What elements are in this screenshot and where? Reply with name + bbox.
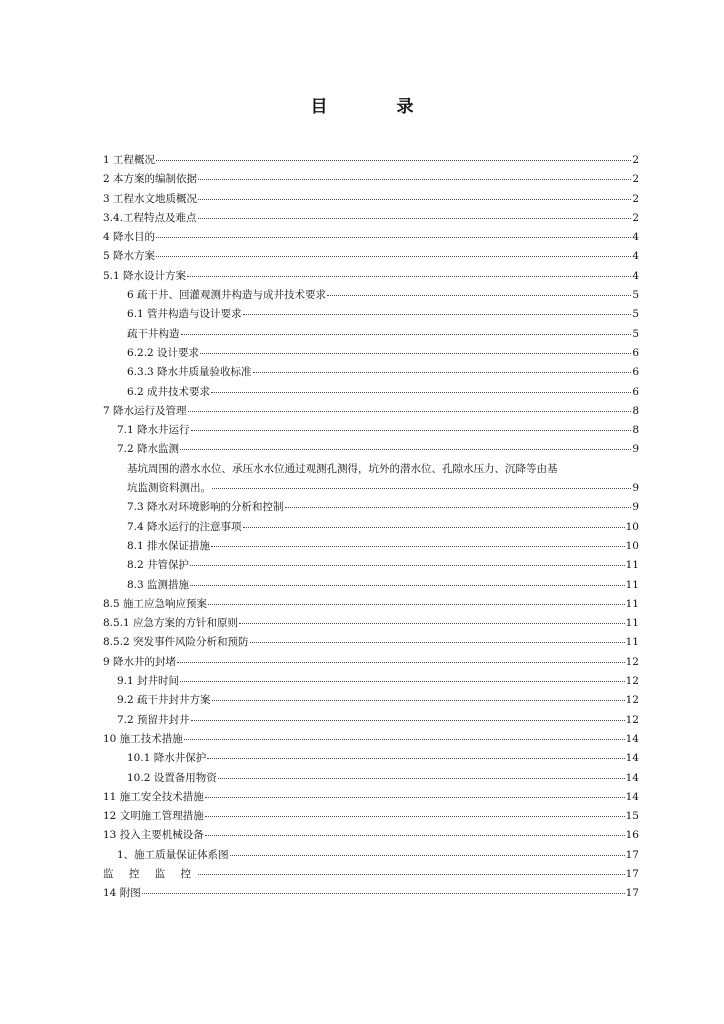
toc-entry-page: 11 [625, 617, 639, 630]
toc-entry-page: 4 [632, 231, 639, 244]
toc-entry[interactable] [103, 286, 639, 305]
toc-entry-page: 11 [625, 636, 639, 649]
toc-entry[interactable] [103, 190, 639, 209]
toc-leader [142, 883, 625, 894]
toc-entry-label: 14 附图 [103, 887, 141, 900]
toc-entry-page: 12 [625, 694, 639, 707]
toc-entry-label: 8.5.1 应急方案的方针和原则 [103, 617, 239, 630]
toc-entry[interactable] [103, 344, 639, 363]
toc-entry[interactable] [103, 595, 639, 614]
toc-leader [190, 575, 625, 586]
toc-leader [180, 671, 625, 682]
toc-entry-page: 5 [632, 289, 639, 302]
toc-leader [211, 536, 625, 547]
toc-entry-label: 12 文明施工管理措施 [103, 810, 204, 823]
toc-entry[interactable] [103, 711, 639, 730]
toc-leader [212, 690, 625, 701]
toc-leader [156, 246, 631, 257]
toc-leader [181, 324, 632, 335]
toc-entry[interactable] [103, 614, 639, 633]
document-title: 目 录 [310, 97, 440, 117]
toc-entry-label: 8.5 施工应急响应预案 [103, 597, 208, 610]
toc-entry-page: 9 [632, 443, 639, 456]
toc-leader [184, 729, 625, 740]
toc-entry-label: 6.3.3 降水井质量验收标准 [127, 366, 252, 379]
toc-entry-page: 6 [632, 366, 639, 379]
toc-leader [190, 555, 625, 566]
toc-entry[interactable] [103, 788, 639, 807]
toc-leader [243, 304, 632, 315]
toc-entry[interactable] [103, 691, 639, 710]
toc-entry-page: 16 [625, 829, 639, 842]
toc-leader [156, 150, 631, 161]
toc-entry-page: 5 [632, 327, 639, 340]
toc-entry-page: 11 [625, 597, 639, 610]
toc-entry[interactable] [103, 556, 639, 575]
toc-entry[interactable] [103, 479, 639, 498]
toc-entry-page: 12 [625, 675, 639, 688]
toc-leader [198, 208, 632, 219]
toc-entry-label: 7.4 降水运行的注意事项 [127, 520, 242, 533]
toc-leader [200, 343, 631, 354]
toc-leader [230, 845, 625, 856]
toc-entry[interactable] [103, 383, 639, 402]
toc-entry[interactable] [103, 826, 639, 845]
toc-leader [205, 825, 625, 836]
toc-entry-page: 17 [625, 867, 639, 880]
toc-entry[interactable] [103, 402, 639, 421]
toc-leader [250, 632, 625, 643]
toc-entry-page: 2 [632, 154, 639, 166]
toc-entry-page: 12 [625, 655, 639, 668]
toc-entry-label: 10 施工技术措施 [103, 732, 183, 745]
toc-entry-label: 5 降水方案 [103, 250, 156, 263]
toc-leader [156, 227, 631, 238]
toc-entry[interactable] [103, 247, 639, 266]
toc-entry[interactable] [103, 884, 639, 903]
toc-entry-page: 10 [625, 520, 639, 533]
toc-entry[interactable] [103, 363, 639, 382]
toc-entry-label: 8.1 排水保证措施 [127, 539, 211, 552]
toc-leader [198, 189, 631, 200]
toc-entry-label: 9.2 疏干井封井方案 [117, 694, 211, 707]
toc-entry[interactable] [103, 228, 639, 247]
toc-leader [191, 710, 625, 721]
toc-entry-page: 14 [625, 732, 639, 745]
toc-entry[interactable] [103, 209, 639, 228]
toc-leader [205, 787, 625, 798]
toc-entry[interactable] [103, 769, 639, 788]
toc-entry[interactable] [103, 807, 639, 826]
toc-entry[interactable] [103, 653, 639, 672]
toc-entry-label: 6.2.2 设计要求 [127, 346, 200, 359]
toc-entry-page: 15 [625, 810, 639, 823]
toc-entry-page: 2 [632, 192, 639, 205]
toc-leader [218, 768, 625, 779]
toc-leader [212, 478, 631, 489]
toc-entry-label: 6.2 成井技术要求 [127, 385, 211, 398]
toc-entry[interactable] [103, 151, 639, 170]
table-of-contents [103, 151, 639, 904]
toc-leader [198, 864, 625, 875]
toc-leader [243, 517, 625, 528]
toc-entry-label: 5.1 降水设计方案 [103, 269, 187, 282]
toc-entry-page: 6 [632, 385, 639, 398]
toc-entry-page: 9 [632, 501, 639, 514]
toc-entry-label: 8.5.2 突发事件风险分析和预防 [103, 636, 249, 649]
toc-leader [285, 497, 632, 508]
toc-entry[interactable] [103, 730, 639, 749]
toc-entry-page: 14 [625, 752, 639, 765]
toc-entry[interactable] [103, 305, 639, 324]
toc-entry-label-wrapped: 基坑周围的潜水水位、承压水水位通过观测孔测得，坑外的潜水位、孔隙水压力、沉降等由基 [127, 462, 558, 475]
toc-leader [187, 266, 631, 277]
toc-entry-label: 11 施工安全技术措施 [103, 790, 204, 803]
toc-entry-label: 3.4.工程特点及难点 [103, 211, 197, 224]
toc-leader [205, 806, 625, 817]
toc-entry-label: 7.2 预留井封井 [117, 713, 190, 726]
toc-entry-label: 7 降水运行及管理 [103, 404, 187, 417]
toc-entry-page: 8 [632, 424, 639, 437]
toc-leader [211, 382, 631, 393]
toc-entry-label: 10.1 降水井保护 [127, 752, 207, 765]
toc-entry[interactable] [103, 537, 639, 556]
toc-leader [177, 652, 625, 663]
toc-leader [198, 169, 631, 180]
toc-entry-page: 6 [632, 346, 639, 359]
toc-entry-label: 10.2 设置备用物资 [127, 771, 217, 784]
toc-entry-page: 14 [625, 771, 639, 784]
toc-leader [253, 362, 632, 373]
toc-entry-page: 10 [625, 539, 639, 552]
toc-entry-page: 11 [625, 578, 639, 591]
toc-leader [191, 420, 632, 431]
toc-entry[interactable] [103, 865, 639, 884]
toc-entry-label: 6 疏干井、回灌观测井构造与成井技术要求 [127, 289, 327, 302]
toc-entry[interactable] [103, 421, 639, 440]
toc-entry-page: 17 [625, 887, 639, 900]
toc-entry-label: 8.2 井管保护 [127, 559, 190, 572]
toc-entry[interactable] [103, 267, 639, 286]
toc-entry-label: 13 投入主要机械设备 [103, 829, 204, 842]
toc-entry-label: 7.1 降水井运行 [117, 424, 190, 437]
toc-entry[interactable] [103, 518, 639, 537]
toc-entry-page: 5 [632, 308, 639, 321]
toc-leader [327, 285, 631, 296]
toc-entry-page: 2 [632, 211, 639, 224]
toc-entry-label: 疏干井构造 [127, 327, 180, 340]
toc-entry[interactable] [103, 498, 639, 517]
toc-entry[interactable] [103, 749, 639, 768]
toc-entry-page: 12 [625, 713, 639, 726]
toc-leader [180, 439, 631, 450]
toc-entry-label: 监 控 监 控 [103, 867, 198, 880]
toc-entry-page: 8 [632, 404, 639, 417]
toc-leader [188, 401, 632, 412]
toc-leader [239, 613, 625, 624]
toc-entry-page: 14 [625, 790, 639, 803]
toc-entry-label: 坑监测资料测出。 [127, 482, 211, 495]
toc-entry[interactable] [103, 325, 639, 344]
toc-entry-page: 4 [632, 250, 639, 263]
toc-entry[interactable] [103, 846, 639, 865]
toc-entry-label: 2 本方案的编制依据 [103, 173, 198, 186]
toc-entry[interactable] [103, 576, 639, 595]
toc-entry-label: 9 降水井的封堵 [103, 655, 177, 668]
toc-entry[interactable] [103, 633, 639, 652]
toc-leader [207, 748, 624, 759]
toc-entry[interactable] [103, 672, 639, 691]
toc-entry-page: 9 [632, 482, 639, 495]
toc-entry-label: 3 工程水文地质概况 [103, 192, 198, 205]
toc-entry-label: 8.3 监测措施 [127, 578, 190, 591]
toc-entry-label: 9.1 封井时间 [117, 675, 180, 688]
toc-entry-label: 6.1 管井构造与设计要求 [127, 308, 242, 321]
toc-entry-label: 7.2 降水监测 [117, 443, 180, 456]
toc-entry-label: 1 工程概况 [103, 154, 156, 166]
toc-entry-page: 17 [625, 848, 639, 861]
toc-entry-page: 11 [625, 559, 639, 572]
toc-entry[interactable] [103, 170, 639, 189]
toc-entry-label: 7.3 降水对环境影响的分析和控制 [127, 501, 284, 514]
toc-leader [208, 594, 625, 605]
toc-entry-page: 2 [632, 173, 639, 186]
toc-entry-page: 4 [632, 269, 639, 282]
toc-entry[interactable] [103, 440, 639, 459]
toc-entry-label: 1、施工质量保证体系图 [117, 848, 229, 861]
toc-entry-label: 4 降水目的 [103, 231, 156, 244]
